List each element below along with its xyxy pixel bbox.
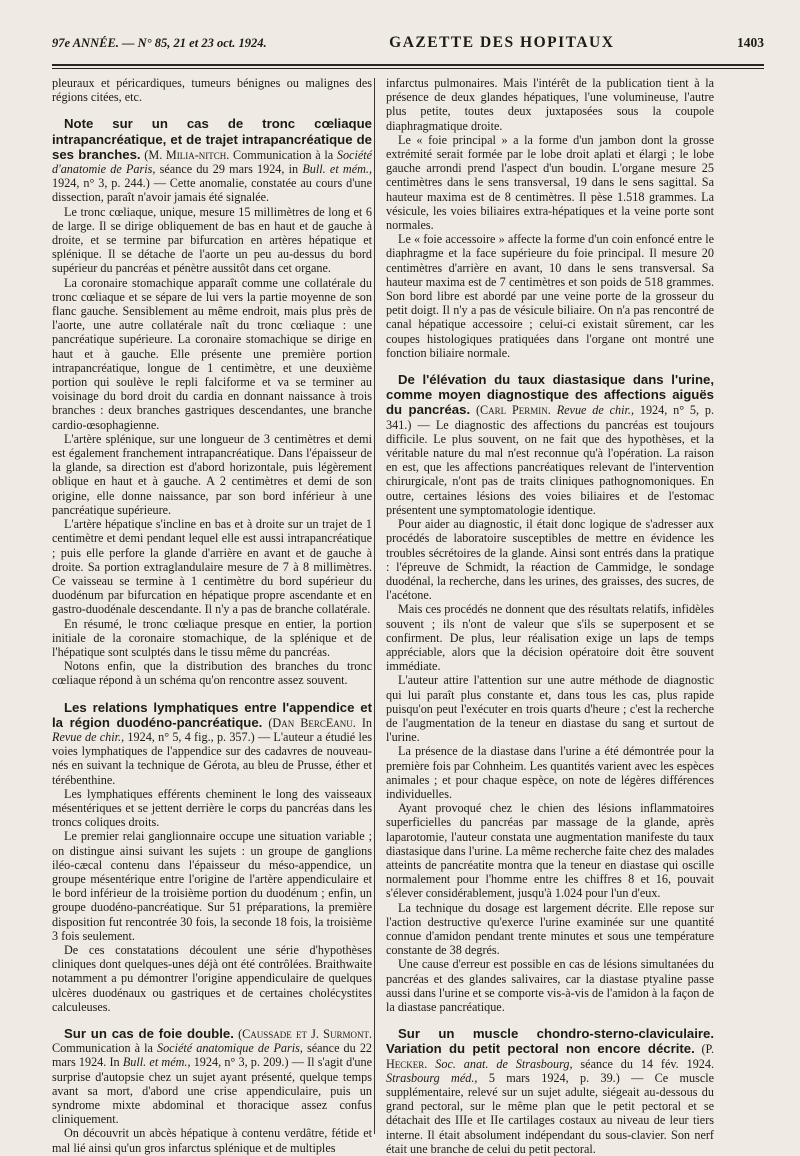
paragraph: Mais ces procédés ne donnent que des résultats relatifs, infidèles souvent ; ils n'ont de valeur que s'ils se superposent et se confirment. De plus, leur réalisation exige un laps de temps appréciable, alors que la décision opératoire doit être souvent immédiate.: [386, 602, 714, 674]
paragraph: Le « foie accessoire » affecte la forme d'un coin enfoncé entre le diaphragme et la face supérieure du foie principal. Il mesure 20 centimètres d'arrière en avant, 10 dans le sens transversal. Sa hauteur maxima est de 7 centimètres et son poids de 518 grammes. Son bord libre est abordé par une veine porte de la grosseur du petit doigt. Il n'y a pas de vésicule biliaire. On n'a pas rencontré de canal hépatique accessoire ; celui-ci existait sûrement, car les coupes histologiques pratiquées dans l'organe ont montré une fonction biliaire normale.: [386, 232, 714, 360]
article-author: (Dan BercEanu.: [268, 715, 356, 730]
paragraph: La présence de la diastase dans l'urine a été démontrée pour la première fois par Cohnheim. Les quantités varient avec les espèces animales ; et pour chaque espèce, on note de légères différences individuelles.: [386, 744, 714, 801]
article-author: (Caussade et J. Surmont.: [238, 1027, 372, 1041]
paragraph: L'artère hépatique s'incline en bas et à droite sur un trajet de 1 centimètre et demi pendant lequel elle est aussi intrapancréatique ; puis elle perfore la glande d'arrière en avant et de gauche à droite. Sa portion extraglandulaire mesure de 7 à 8 millimètres. Ce vaisseau se termine à 1 centimètre du bord supérieur du duodénum par bifurcation en hépatique propre ascendante et en gastro-duodénale descendante. Il n'y a pas de branche collatérale.: [52, 517, 372, 617]
column-divider: [374, 78, 375, 1134]
page-number: 1403: [736, 35, 764, 50]
article-ref-text: séance du 29 mars 1924, in: [159, 162, 299, 177]
article-ref-text: 1924, n° 3, p. 209.) — Il s'agit d'une surprise d'autopsie chez un sujet ayant présenté, quelque temps avant sa mort, d'abord une crise appendiculaire, puis un syndrome mixte abdominal et thoracique assez confus cliniquement.: [52, 1055, 373, 1127]
article-author: (P. Hecker.: [386, 1042, 714, 1071]
article-diastase: [386, 372, 714, 1014]
article-ref-text: 1924, n° 3, p. 244.) — Cette anomalie, constatée au cours d'une dissection, paraît n'avoir jamais été signalée.: [52, 176, 372, 205]
article-relations-lymphatiques: [52, 700, 372, 1014]
paragraph: Une cause d'erreur est possible en cas de lésions simultanées du pancréas et des glandes salivaires, car la diastase ptyaline passe aussi dans l'urine et se comporte vis-à-vis de l'amidon à la façon de la diastase pancréatique.: [386, 957, 714, 1014]
paragraph: Le « foie principal » a la forme d'un jambon dont la grosse extrémité serait formée par le lobe droit aplati et élargi ; le lobe gauche arrondi prend l'aspect d'un boudin. L'organe mesure 25 centimètres dans le sens transversal, 19 dans le sens sagittal. Sa hauteur maxima est de 8 centimètres. Il pèse 1.518 grammes. La vésicule, les voies biliaires extra-hépatiques et la veine porte sont normales.: [386, 132, 714, 233]
paragraph: La technique du dosage est largement décrite. Elle repose sur l'action destructive qu'exerce l'urine examinée sur une quantité connue d'amidon pendant trente minutes et sous une température constante de 38 degrés.: [386, 900, 714, 958]
article-ref-text: Communication à la: [233, 147, 334, 162]
paragraph: infarctus pulmonaires. Mais l'intérêt de la publication tient à la présence de deux glandes hépatiques, l'une volumineuse, l'autre plus petite, toutes deux juxtaposées sous la coupole diaphragmatique droite.: [386, 76, 714, 133]
paragraph: Le premier relai ganglionnaire occupe une situation variable ; on distingue ainsi suivant les sujets : un groupe de ganglions iléo-cæcal contenu dans l'épaisseur du méso-appendice, un groupe mésentérique entre l'origine de l'artère appendiculaire et le bord inférieur de la troisième portion du duodénum ; enfin, un groupe duodéno-pancréatique. Sur 51 préparations, la première disposition fut rencontrée 30 fois, la seconde 18 fois, la troisième 3 fois seulement.: [52, 829, 372, 943]
article-ref-bulletin: Bull. et mém.,: [302, 162, 373, 177]
article-ref-text: In: [361, 715, 373, 730]
article-ref-text: 1924, n° 5, 4 fig., p. 357.) — L'auteur a étudié les voies lymphatiques de l'appendice sur des cadavres de nouveau-nés en suivant la technique de Gérota, au bleu de Prusse, éther et térébenthine.: [52, 729, 372, 787]
page-header: [52, 34, 764, 64]
article-ref-bulletin: Bull. et mém.,: [122, 1055, 191, 1070]
article-lead: [386, 1026, 714, 1156]
article-ref-society: Société anatomique de Paris,: [156, 1041, 303, 1056]
right-column: [386, 76, 715, 1156]
article-author: (Carl Permin.: [475, 403, 551, 418]
paragraph: pleuraux et péricardiques, tumeurs bénignes ou malignes des régions citées, etc.: [52, 76, 372, 105]
journal-title: GAZETTE DES HOPITAUX: [389, 34, 615, 51]
paragraph: On découvrit un abcès hépatique à contenu verdâtre, fétide et mal lié ainsi qu'un gros infarctus splénique et de multiples: [52, 1126, 372, 1155]
article-foie-double-continued: [386, 76, 714, 360]
article-foie-double: [52, 1026, 372, 1155]
paragraph: Les lymphatiques efférents cheminent le long des vaisseaux mésentériques et se jettent derrière le corps du pancréas dans les troncs coliques droits.: [52, 786, 372, 830]
article-title: De l'élévation du taux diastasique dans l'urine, comme moyen diagnostique des affections aiguës du pancréas.: [386, 372, 714, 418]
article-title: Les relations lymphatiques entre l'appendice et la région duodéno-pancréatique.: [52, 699, 372, 730]
article-ref-society: Société d'anatomie de Paris,: [52, 147, 373, 177]
article-lead: [52, 700, 372, 787]
paragraph: La coronaire stomachique apparaît comme une collatérale du tronc cœliaque et se sépare de lui vers la partie moyenne de son flanc gauche. Sensiblement au même endroit, mais plus près de l'aorte, une autre collatérale naît du tronc cœliaque : une pancréatique supérieure. La coronaire stomachique se dirige en haut et à gauche. Elle présente une première portion intrapancréatique, longue de 1 centimètre, et une deuxième portion qui soulève le repli falciforme et va se terminer au voisinage du bord droit du cardia en donnant naissance à trois branches : deux branches gastriques descendantes, une branche cardio-œsophagienne.: [52, 275, 372, 432]
header-rule: [52, 64, 764, 66]
paragraph: Notons enfin, que la distribution des branches du tronc cœliaque répond à un schéma qu'on rencontre assez souvent.: [52, 659, 372, 688]
paragraph: L'artère splénique, sur une longueur de 3 centimètres et demi est également franchement intrapancréatique. Dans l'épaisseur de la glande, sa direction est d'abord horizontale, puis légèrement oblique en haut et à gauche. A 2 centimètres et demi de son origine, elle donne naissance, par son bord inférieur à une pancréatique supérieure.: [52, 431, 372, 517]
article-ref-society: Soc. anat. de Strasbourg,: [435, 1056, 573, 1071]
paragraph: Ayant provoqué chez le chien des lésions inflammatoires superficielles du pancréas par massage de la glande, après laparotomie, l'auteur constata une augmentation manifeste du taux diastasique dans l'urine. La même recherche faite chez des malades atteints de pancréatite montra que la teneur en diastase qui oscille normalement pour l'homme entre les chiffres 8 et 16, pouvait s'élever considérablement, jusqu'à 1.024 pour l'un d'eux.: [386, 801, 714, 901]
article-title: Note sur un cas de tronc cœliaque intrapancréatique, et de trajet intrapancréatique de ses branches.: [52, 116, 372, 162]
article-lead: [52, 116, 372, 204]
paragraph: L'auteur attire l'attention sur une autre méthode de diagnostic qui lui paraît plus constante et, dans tous les cas, plus rapide puisqu'on peut l'exécuter en trois quarts d'heure ; c'est la recherche de l'augmentation de la teneur en diastase du sang et surtout de l'urine.: [386, 673, 714, 745]
article-ref-text: Communication à la: [52, 1041, 153, 1056]
article-ref-text: séance du 22 mars 1924. In: [52, 1041, 373, 1070]
article-ref-journal: Revue de chir.,: [52, 729, 125, 744]
article-muscle-chondro-sterno: [386, 1026, 714, 1156]
article-ref-text: 1924, n° 5, p. 341.) — Le diagnostic des affections du pancréas est toujours difficile. Le plus souvent, on ne fait que des hypothèses, et la véritable nature du mal n'est reconnue qu'à l'opération. La raison en est, que les affections pancréatiques relevant de l'intervention chirurgicale, n'ont pas de traits cliniques pathognomoniques. En outre, certaines lésions des voies biliaires et de l'estomac présentent une symptomatologie identique.: [386, 403, 715, 517]
article-ref-text: séance du 14 fév. 1924.: [580, 1056, 715, 1071]
paragraph: De ces constatations découlent une série d'hypothèses cliniques dont quelques-unes déjà ont été contrôlées. Braithwaite notamment a pu démontrer l'origine appendiculaire de quelques ulcères duodénaux ou gastriques et de certaines cholécystites calculeuses.: [52, 942, 372, 1014]
paragraph: En résumé, le tronc cœliaque presque en entier, la portion initiale de la coronaire stomachique, de la splénique et de l'hépatique sont sculptés dans le tissu même du pancréas.: [52, 616, 372, 659]
article-ref-journal: Strasbourg méd.,: [386, 1070, 478, 1085]
article-title: Sur un cas de foie double.: [64, 1026, 234, 1041]
issue-info: 97e ANNÉE. — N° 85, 21 et 23 oct. 1924.: [52, 36, 267, 50]
article-ref-journal: Revue de chir.,: [556, 403, 634, 418]
article-tronc-coeliaque: [52, 116, 372, 687]
opening-fragment: [52, 76, 372, 104]
article-lead: [52, 1026, 372, 1126]
article-ref-text: 5 mars 1924, p. 39.) — Ce muscle supplémentaire, relevé sur un sujet adulte, siégeait au-dessous du grand pectoral, sur le même plan que le petit pectoral et se détachait des IIIe et IIe cartilages costaux au niveau de leur tiers interne. Il était absolument indépendant du sous-clavier. Son nerf était une branche de celui du petit pectoral.: [386, 1070, 715, 1156]
article-lead: [386, 372, 714, 517]
article-author: (M. Milia-nitch.: [144, 147, 230, 162]
paragraph: Pour aider au diagnostic, il était donc logique de s'adresser aux procédés de laboratoire susceptibles de mettre en évidence les troubles sécrétoires de la glande. Ainsi sont entrés dans la pratique : l'épreuve de Schmidt, la réaction de Cammidge, le sondage duodénal, la recherche, dans les urines, des graisses, des sucres, de l'acétone.: [386, 517, 714, 603]
header-rule-thin: [52, 68, 764, 69]
paragraph: Le tronc cœliaque, unique, mesure 15 millimètres de long et 6 de large. Il se dirige obliquement de bas en haut et de gauche à droite, et se termine par bifurcation en artères hépatique et splénique. Il se détache de l'aorte un peu au-dessus du bord supérieur du pancréas et pénètre aussitôt dans cet organe.: [52, 204, 372, 276]
article-title: Sur un muscle chondro-sterno-claviculaire. Variation du petit pectoral non encore décrite.: [386, 1026, 714, 1057]
left-column: [52, 76, 373, 1155]
